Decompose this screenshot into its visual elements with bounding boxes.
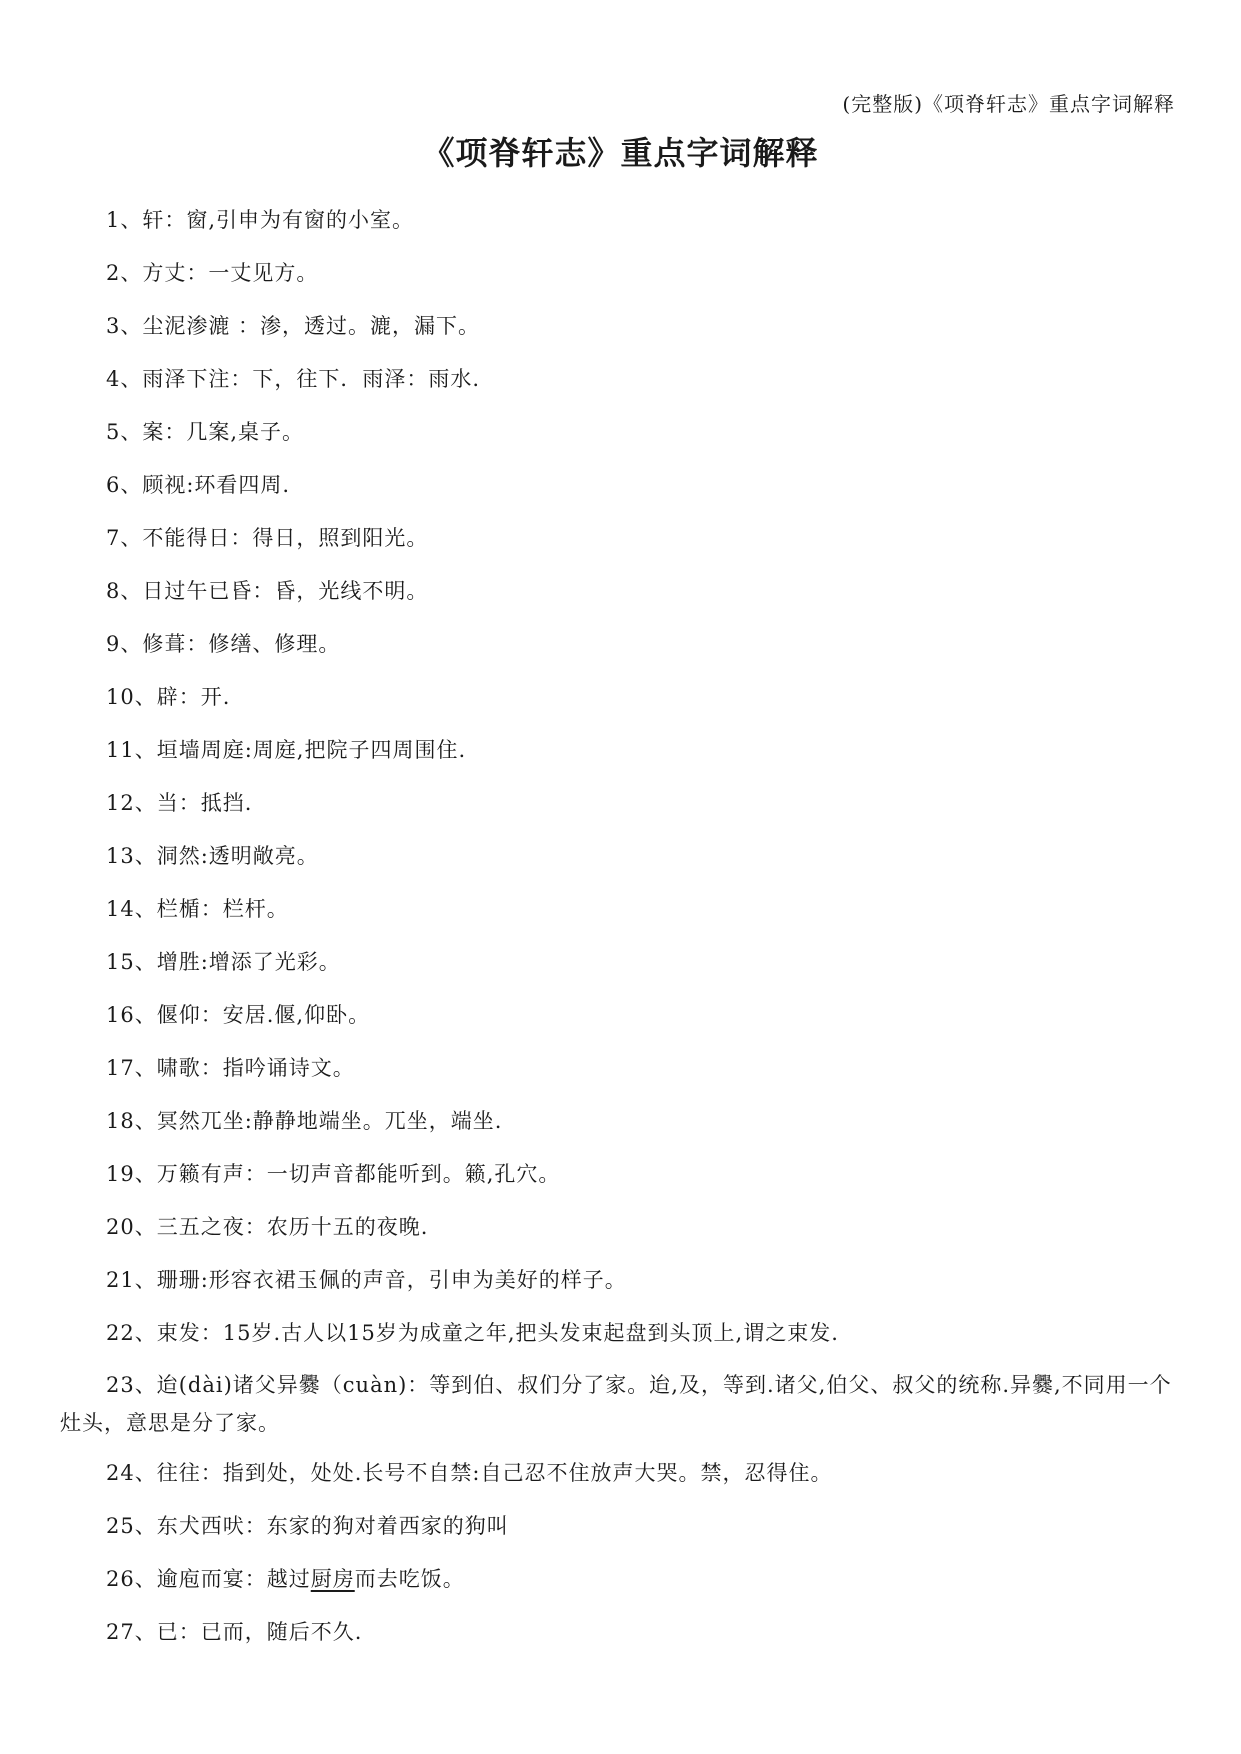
- list-item: 4、雨泽下注：下，往下．雨泽：雨水.: [106, 367, 481, 391]
- list-item: 15、增胜:增添了光彩。: [106, 950, 341, 974]
- underlined-term: 厨房: [310, 1567, 355, 1591]
- list-item: 7、不能得日：得日，照到阳光。: [106, 526, 429, 550]
- list-item-26: [60, 1559, 1178, 1599]
- page-title: 《项脊轩志》重点字词解释: [422, 134, 819, 172]
- list-item: 17、啸歌：指吟诵诗文。: [106, 1056, 355, 1080]
- running-header: (完整版)《项脊轩志》重点字词解释: [842, 92, 1175, 116]
- list-item: 13、洞然:透明敞亮。: [106, 844, 319, 868]
- glossary-list: [60, 200, 1178, 1665]
- list-item: 9、修葺：修缮、修理。: [106, 632, 341, 656]
- list-item: 27、已：已而，随后不久.: [106, 1620, 363, 1644]
- list-item: 12、当：抵挡.: [106, 791, 253, 815]
- list-item: 25、东犬西吠：东家的狗对着西家的狗叫: [106, 1514, 509, 1538]
- list-item: 8、日过午已昏：昏，光线不明。: [106, 579, 429, 603]
- list-item: 24、往往：指到处，处处.长号不自禁:自己忍不住放声大哭。禁，忍得住。: [106, 1461, 833, 1485]
- list-item: 21、珊珊:形容衣裙玉佩的声音，引申为美好的样子。: [106, 1268, 627, 1292]
- list-item: 16、偃仰：安居.偃,仰卧。: [106, 1003, 371, 1027]
- list-item: 14、栏楯：栏杆。: [106, 897, 289, 921]
- list-item: 23、迨(dài)诸父异爨（cuàn)：等到伯、叔们分了家。迨,及，等到.诸父,伯父、叔父的统称.异爨,不同用一个灶头，意思是分了家。: [60, 1373, 1172, 1435]
- list-item: 1、轩：窗,引申为有窗的小室。: [106, 208, 415, 232]
- list-item: 6、顾视:环看四周.: [106, 473, 291, 497]
- list-item: 11、垣墙周庭:周庭,把院子四周围住.: [106, 738, 467, 762]
- item-26-suffix: 而去吃饭。: [354, 1567, 465, 1591]
- list-item: 18、冥然兀坐:静静地端坐。兀坐，端坐.: [106, 1109, 503, 1133]
- list-item: 19、万籁有声：一切声音都能听到。籁,孔穴。: [106, 1162, 561, 1186]
- list-item: 10、辟：开.: [106, 685, 231, 709]
- list-item: 3、尘泥渗漉 ：渗，透过。漉，漏下。: [106, 314, 481, 338]
- list-item: 22、束发：15岁.古人以15岁为成童之年,把头发束起盘到头顶上,谓之束发.: [106, 1321, 839, 1345]
- item-26-prefix: 26、逾庖而宴：越过: [106, 1567, 311, 1591]
- list-item: 2、方丈：一丈见方。: [106, 261, 319, 285]
- list-item: 5、案：几案,桌子。: [106, 420, 305, 444]
- list-item: 20、三五之夜：农历十五的夜晚.: [106, 1215, 429, 1239]
